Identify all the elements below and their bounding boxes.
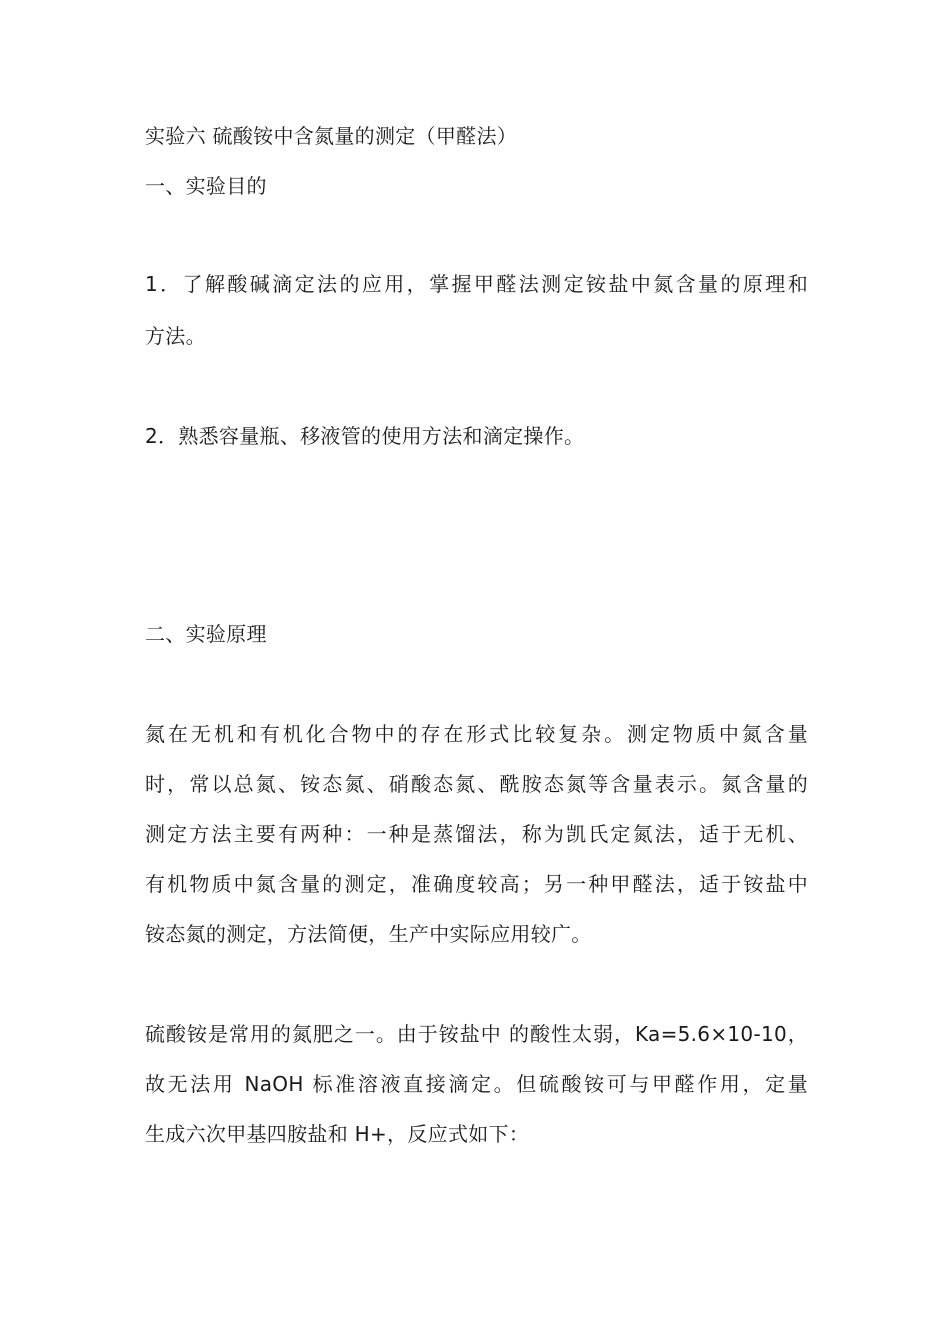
principle-paragraph-1-line-2: 时，常以总氮、铵态氮、硝酸态氮、酰胺态氮等含量表示。氮含量的 [145,772,808,796]
principle-paragraph-2-line-3: 生成六次甲基四胺盐和 H+，反应式如下： [145,1122,530,1146]
document-title: 实验六 硫酸铵中含氮量的测定（甲醛法） [145,124,518,148]
principle-paragraph-1-line-4: 有机物质中氮含量的测定，准确度较高；另一种甲醛法，适于铵盐中 [145,872,808,896]
principle-paragraph-1-line-5: 铵态氮的测定，方法简便，生产中实际应用较广。 [145,922,592,946]
purpose-item-2: 2．熟悉容量瓶、移液管的使用方法和滴定操作。 [145,424,585,448]
principle-paragraph-2-line-2: 故无法用 NaOH 标准溶液直接滴定。但硫酸铵可与甲醛作用，定量 [145,1072,808,1096]
principle-paragraph-2-line-1: 硫酸铵是常用的氮肥之一。由于铵盐中 的酸性太弱，Ka=5.6×10-10， [145,1022,808,1046]
section-heading-purpose: 一、实验目的 [145,174,267,198]
purpose-item-1-line-2: 方法。 [145,324,206,348]
section-heading-principle: 二、实验原理 [145,622,267,646]
principle-paragraph-1-line-3: 测定方法主要有两种：一种是蒸馏法，称为凯氏定氮法，适于无机、 [145,822,808,846]
principle-paragraph-1-line-1: 氮在无机和有机化合物中的存在形式比较复杂。测定物质中氮含量 [145,722,808,746]
purpose-item-1-line-1: 1．了解酸碱滴定法的应用，掌握甲醛法测定铵盐中氮含量的原理和 [145,272,808,296]
